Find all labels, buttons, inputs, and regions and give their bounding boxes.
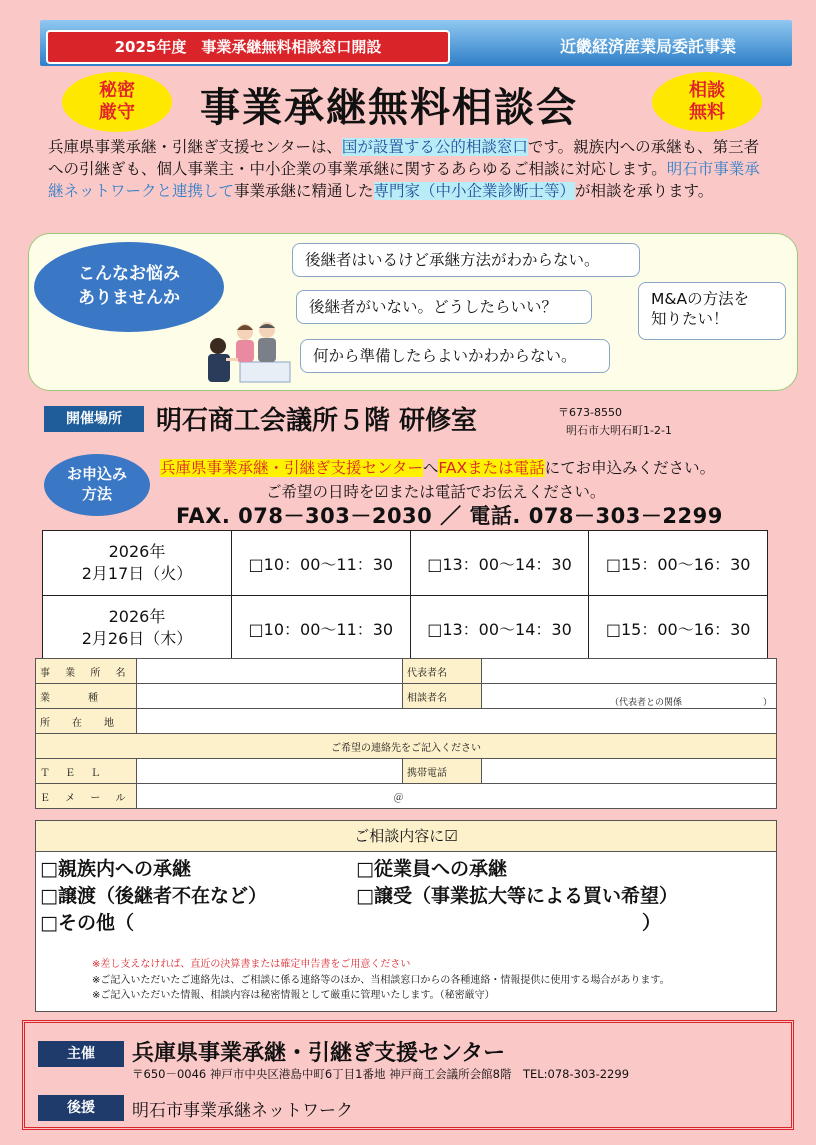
intro-paragraph [48,136,774,202]
representative-field[interactable] [482,659,777,684]
apply-highlight: 兵庫県事業承継・引継ぎ支援センター [160,459,423,477]
schedule-day: 2月17日（火） [81,564,193,583]
company-field[interactable] [137,659,403,684]
intro-text: 事業承継に精通した [234,182,374,200]
apply-highlight: FAXまたは電話 [438,459,545,477]
speech-line: 知りたい！ [651,310,729,328]
schedule-row [43,596,768,661]
badge-line: 無料 [689,102,725,123]
email-at-sign: ＠ [393,792,404,804]
apply-text: へ [422,459,439,477]
consultant-label: 相談者名 [403,684,482,709]
consultant-field[interactable] [482,684,777,709]
mobile-label: 携帯電話 [403,759,482,784]
venue-label: 開催場所 [44,406,144,432]
speech-bubble: 何から準備したらよいかわからない。 [300,339,610,373]
representative-label: 代表者名 [403,659,482,684]
industry-label: 業 種 [36,684,137,709]
speech-bubble [638,282,786,340]
badge-line: 厳守 [99,102,135,123]
consult-option-checkbox[interactable]: □譲渡（後継者不在など） [40,885,267,907]
contact-numbers: FAX. 078－303－2030 ／ 電話. 078－303－2299 [176,504,723,528]
intro-text: 兵庫県事業承継・引継ぎ支援センターは、 [48,138,342,156]
email-field[interactable] [137,784,777,809]
speech-bubble: 後継者はいるけど承継方法がわからない。 [292,243,640,277]
venue-address: 明石市大明石町1-2-1 [566,424,672,437]
commission-label: 近畿経済産業局委託事業 [560,37,737,56]
intro-text: です。親族内への承継も、第三者への引継ぎも、個人事業主・中小企業の事業承継に関するあらゆるご相談に対応します。 [48,138,760,178]
company-label: 事 業 所 名 [36,659,137,684]
support-label: 後援 [38,1095,124,1121]
venue-name: 明石商工会議所５階 研修室 [156,406,478,436]
badge-line: 秘密 [99,80,135,101]
speech-line: M&Aの方法を [651,290,750,308]
free-consultation-badge [652,72,762,132]
time-slot-checkbox[interactable]: □10：00～11：30 [232,596,411,661]
year-title-badge: 2025年度 事業承継無料相談窓口開設 [46,30,450,64]
note-confidentiality: ※ご記入いただいた情報、相談内容は秘密情報として厳重に管理いたします。（秘密厳守） [92,990,495,1001]
time-slot-checkbox[interactable]: □15：00～16：30 [589,596,768,661]
note-documents: ※差し支えなければ、直近の決算書または確定申告書をご用意ください [92,959,411,970]
time-slot-checkbox[interactable]: □13：00～14：30 [410,531,589,596]
host-address: 〒650－0046 神戸市中央区港島中町6丁目1番地 神戸商工会議所会館8階 TEL:078-303-2299 [132,1067,630,1081]
consult-option-checkbox[interactable]: □親族内への承継 [40,858,191,880]
tel-field[interactable] [137,759,403,784]
tel-label: Ｔ Ｅ Ｌ [36,759,137,784]
apply-method-bubble [44,454,150,516]
application-form [35,658,777,809]
worries-bubble [34,242,224,332]
schedule-row [43,531,768,596]
consult-option-other-checkbox[interactable]: □その他（ [40,912,134,934]
time-slot-checkbox[interactable]: □13：00～14：30 [410,596,589,661]
consult-option-other-close: ） [642,912,662,934]
apply-instructions [160,456,715,478]
apply-bubble-line: 方法 [81,485,112,503]
address-field[interactable] [137,709,777,734]
apply-text: にてお申込みください。 [544,459,716,477]
time-slot-checkbox[interactable]: □10：00～11：30 [232,531,411,596]
schedule-date [43,596,232,661]
address-label: 所 在 地 [36,709,137,734]
schedule-year: 2026年 [108,607,166,626]
time-slot-checkbox[interactable]: □15：00～16：30 [589,531,768,596]
schedule-date [43,531,232,596]
worries-bubble-line: ありませんか [78,288,180,308]
intro-highlight: 専門家（中小企業診断士等） [373,182,576,200]
badge-line: 相談 [689,80,725,101]
host-label: 主催 [38,1041,124,1067]
intro-highlight: 国が設置する公的相談窓口 [341,138,528,156]
schedule-day: 2月26日（木） [81,629,193,648]
speech-bubble: 後継者がいない。どうしたらいい？ [296,290,592,324]
schedule-year: 2026年 [108,542,166,561]
email-label: Ｅ メ ー ル [36,784,137,809]
support-name: 明石市事業承継ネットワーク [132,1101,353,1121]
venue-zip: 〒673-8550 [558,406,622,419]
page-title: 事業承継無料相談会 [200,85,578,131]
apply-bubble-line: お申込み [66,465,127,483]
contact-prompt: ご希望の連絡先をご記入ください [36,734,777,759]
intro-text: が相談を承ります。 [575,182,714,200]
worries-bubble-line: こんなお悩み [78,264,180,284]
confidential-badge [62,72,172,132]
host-name: 兵庫県事業承継・引継ぎ支援センター [132,1041,506,1066]
industry-field[interactable] [137,684,403,709]
consult-option-checkbox[interactable]: □譲受（事業拡大等による買い希望） [356,885,678,907]
consult-option-checkbox[interactable]: □従業員への承継 [356,858,507,880]
consultation-content-header: ご相談内容に☑ [36,821,776,852]
schedule-table [42,530,768,661]
relation-hint: （代表者との関係 ） [609,698,772,708]
intro-highlight: 明石市事業承継ネットワークと連携して [48,160,760,200]
mobile-field[interactable] [482,759,777,784]
note-contact-usage: ※ご記入いただいたご連絡先は、ご相談に係る連絡等のほか、当相談窓口からの各種連絡・情報提供に使用する場合があります。 [92,975,670,986]
consultation-people-illustration [200,318,295,388]
apply-note: ご希望の日時を☑または電話でお伝えください。 [266,483,606,501]
